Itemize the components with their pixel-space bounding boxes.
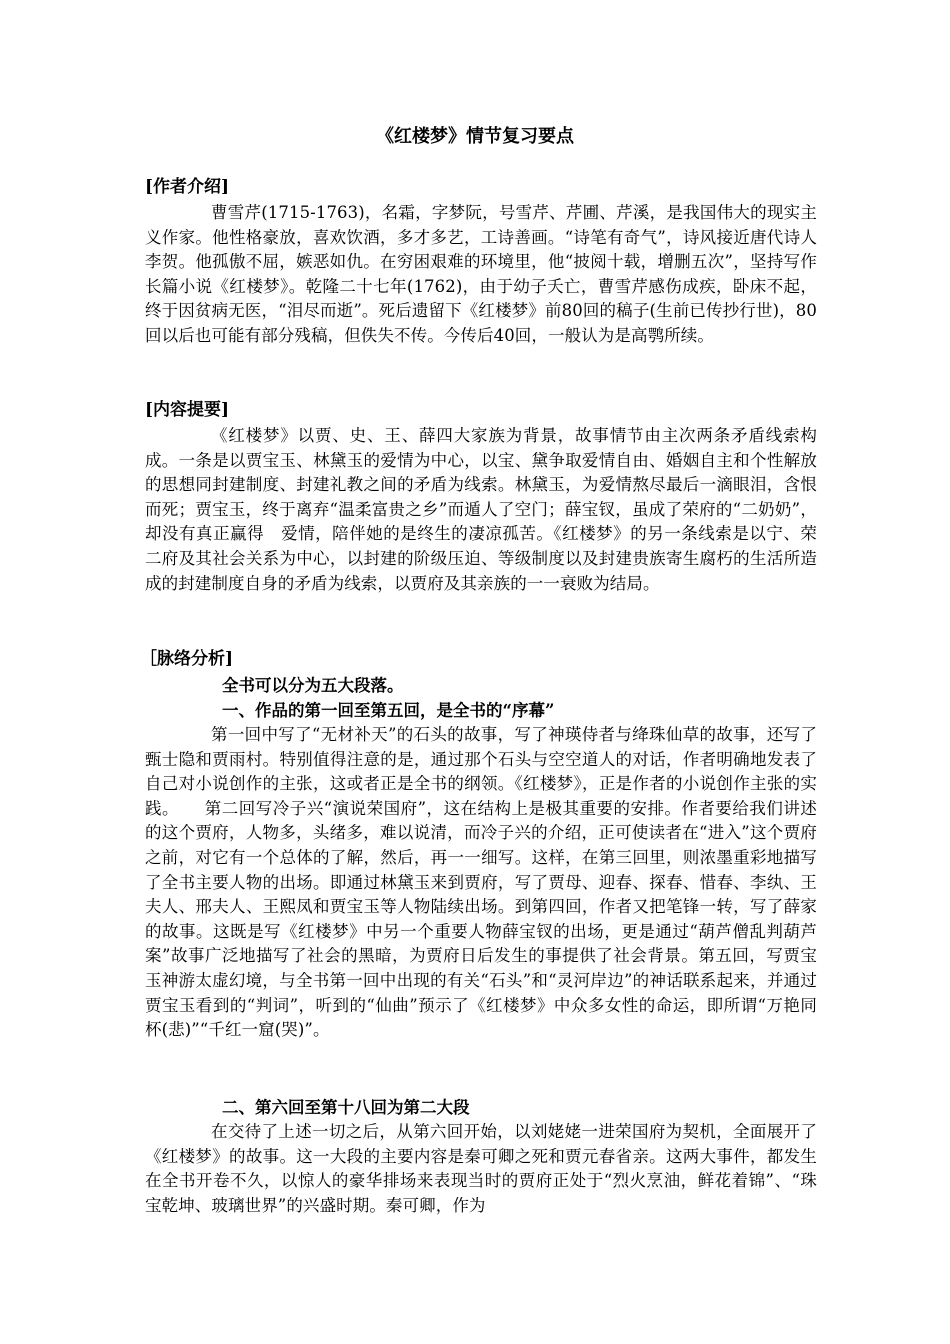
part1-paragraph: 第一回中写了“无材补天”的石头的故事，写了神瑛侍者与绛珠仙草的故事，还写了甄士隐和贾雨村。特别值得注意的是，通过那个石头与空空道人的对话，作者明确地发表了自己对小说创作的主张，这或者正是全书的纲领。《红楼梦》，正是作者的小说创作主张的实践。 第二回写冷子兴“演说荣国府”，这在结构上是极其重要的安排。作者要给我们讲述的这个贾府，人物多，头绪多，难以说清，而冷子兴的介绍，正可使读者在“进入”这个贾府之前，对它有一个总体的了解，然后，再一一细写。这样，在第三回里，则浓墨重彩地描写了全书主要人物的出场。即通过林黛玉来到贾府，写了贾母、迎春、探春、惜春、李纨、王夫人、邢夫人、王熙凤和贾宝玉等人物陆续出场。到第四回，作者又把笔锋一转，写了薛家的故事。这既是写《红楼梦》中另一个重要人物薛宝钗的出场，更是通过“葫芦僧乱判葫芦案”故事广泛地描写了社会的黑暗，为贾府日后发生的事提供了社会背景。第五回，写贾宝玉神游太虚幻境，与全书第一回中出现的有关“石头”和“灵河岸边”的神话联系起来，并通过贾宝玉看到的“判词”，听到的“仙曲”预示了《红楼梦》中众多女性的命运，即所谓“万艳同杯(悲)”“千红一窟(哭)”。 <box>145 725 817 1040</box>
summary-paragraph: 《红楼梦》以贾、史、王、薛四大家族为背景，故事情节由主次两条矛盾线索构成。一条是以贾宝玉、林黛玉的爱情为中心，以宝、黛争取爱情自由、婚姻自主和个性解放的思想同封建制度、封建礼教之间的矛盾为线索。林黛玉，为爱情熬尽最后一滴眼泪，含恨而死；贾宝玉，终于离弃“温柔富贵之乡”而遁人了空门；薛宝钗，虽成了荣府的“二奶奶”，却没有真正赢得 爱情，陪伴她的是终生的凄凉孤苦。《红楼梦》的另一条线索是以宁、荣二府及其社会关系为中心，以封建的阶级压迫、等级制度以及封建贵族寄生腐朽的生活所造成的封建制度自身的矛盾为线索，以贾府及其亲族的一一衰败为结局。 <box>145 426 817 593</box>
analysis-intro: 全书可以分为五大段落。 <box>222 676 404 695</box>
author-section-heading: [作者介绍] <box>145 177 230 197</box>
analysis-section-heading: ［脉络分析] <box>140 649 234 669</box>
summary-section-heading: [内容提要] <box>145 400 230 420</box>
part1-title: 一、作品的第一回至第五回，是全书的“序幕” <box>222 701 555 720</box>
author-paragraph: 曹雪芹(1715-1763)，名霜，字梦阮，号雪芹、芹圃、芹溪，是我国伟大的现实主义作家。他性格豪放，喜欢饮酒，多才多艺，工诗善画。“诗笔有奇气”，诗风接近唐代诗人李贺。他孤傲不屈，嫉恶如仇。在穷困艰难的环境里，他“披阅十载，增删五次”，坚持写作长篇小说《红楼梦》。乾隆二十七年(1762)，由于幼子夭亡，曹雪芹感伤成疾，卧床不起，终于因贫病无医，“泪尽而逝”。死后遗留下《红楼梦》前80回的稿子(生前已传抄行世)，80回以后也可能有部分残稿，但佚失不传。今传后40回，一般认为是高鹗所续。 <box>145 203 817 345</box>
part2-title: 二、第六回至第十八回为第二大段 <box>222 1098 470 1117</box>
part2-paragraph: 在交待了上述一切之后，从第六回开始，以刘姥姥一进荣国府为契机，全面展开了《红楼梦》的故事。这一大段的主要内容是秦可卿之死和贾元春省亲。这两大事件，都发生在全书开卷不久，以惊人的豪华排场来表现当时的贾府正处于“烈火烹油，鲜花着锦”、“珠宝乾坤、玻璃世界”的兴盛时期。秦可卿，作为 <box>145 1122 817 1215</box>
document-title: 《红楼梦》情节复习要点 <box>376 126 574 147</box>
